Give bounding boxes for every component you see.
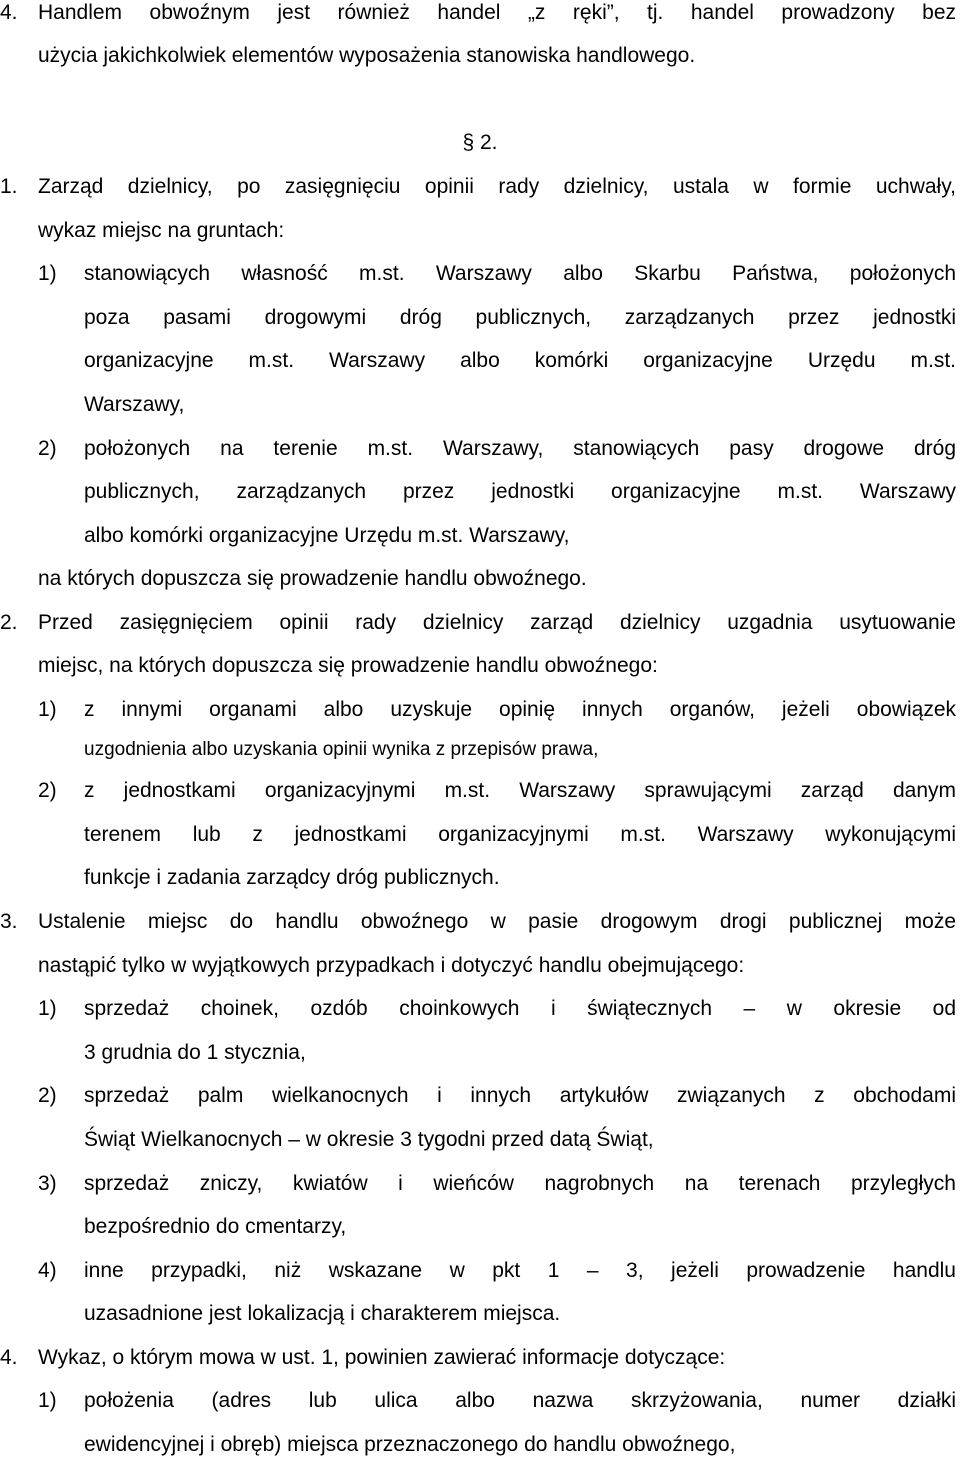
paragraph-text-line: Ustalenie miejsc do handlu obwoźnego w pasie drogowym drogi publicznej może xyxy=(38,910,956,933)
paragraph-text-line: Wykaz, o którym mowa w ust. 1, powinien zawierać informacje dotyczące: xyxy=(38,1346,726,1369)
list-item-number: 2) xyxy=(38,1084,57,1107)
list-item-text-line: stanowiących własność m.st. Warszawy albo Skarbu Państwa, położonych xyxy=(84,262,956,285)
list-item-text-line: Świąt Wielkanocnych – w okresie 3 tygodni przed datą Świąt, xyxy=(84,1128,654,1151)
list-item-text-line: ewidencyjnej i obręb) miejsca przeznaczonego do handlu obwoźnego, xyxy=(84,1433,736,1456)
list-item-text-line: położonych na terenie m.st. Warszawy, stanowiących pasy drogowe dróg xyxy=(84,437,956,460)
list-item-text-line: inne przypadki, niż wskazane w pkt 1 – 3, jeżeli prowadzenie handlu xyxy=(84,1259,956,1282)
list-item-number: 1) xyxy=(38,997,57,1020)
list-item-text-line: publicznych, zarządzanych przez jednostki organizacyjne m.st. Warszawy xyxy=(84,480,956,503)
list-item-text-line: 3 grudnia do 1 stycznia, xyxy=(84,1041,306,1064)
list-item-text-line: Warszawy, xyxy=(84,393,185,416)
list-item-text-line: z jednostkami organizacyjnymi m.st. Warszawy sprawującymi zarząd danym xyxy=(84,779,956,802)
list-item-text-line: sprzedaż zniczy, kwiatów i wieńców nagrobnych na terenach przyległych xyxy=(84,1172,956,1195)
paragraph-number: 3. xyxy=(0,910,18,933)
list-item-text-line: poza pasami drogowymi dróg publicznych, zarządzanych przez jednostki xyxy=(84,306,956,329)
list-item-number: 2) xyxy=(38,437,57,460)
list-item-text-line: terenem lub z jednostkami organizacyjnymi m.st. Warszawy wykonującymi xyxy=(84,823,956,846)
list-item-text-line: bezpośrednio do cmentarzy, xyxy=(84,1215,347,1238)
paragraph-text-line: nastąpić tylko w wyjątkowych przypadkach i dotyczyć handlu obejmującego: xyxy=(38,954,745,977)
list-item-number: 1) xyxy=(38,1389,57,1412)
list-item-number: 3) xyxy=(38,1172,57,1195)
list-item-text-line: organizacyjne m.st. Warszawy albo komórki organizacyjne Urzędu m.st. xyxy=(84,349,956,372)
list-item-text-line: sprzedaż choinek, ozdób choinkowych i świątecznych – w okresie od xyxy=(84,997,956,1020)
list-item-text-line: albo komórki organizacyjne Urzędu m.st. Warszawy, xyxy=(84,524,570,547)
paragraph-text-line: Handlem obwoźnym jest również handel „z ręki”, tj. handel prowadzony bez xyxy=(38,1,956,24)
paragraph-text-line: Przed zasięgnięciem opinii rady dzielnicy zarząd dzielnicy uzgadnia usytuowanie xyxy=(38,611,956,634)
paragraph-number: 2. xyxy=(0,611,18,634)
list-item-number: 1) xyxy=(38,262,57,285)
section-marker: § 2. xyxy=(462,131,498,154)
list-item-number: 1) xyxy=(38,698,57,721)
paragraph-text-line: miejsc, na których dopuszcza się prowadzenie handlu obwoźnego: xyxy=(38,654,658,677)
list-item-number: 4) xyxy=(38,1259,57,1282)
paragraph-text-line: użycia jakichkolwiek elementów wyposażenia stanowiska handlowego. xyxy=(38,44,696,67)
list-item-number: 2) xyxy=(38,779,57,802)
paragraph-number: 4. xyxy=(0,1346,18,1369)
list-item-text-line: uzasadnione jest lokalizacją i charakterem miejsca. xyxy=(84,1302,561,1325)
paragraph-text-line: Zarząd dzielnicy, po zasięgnięciu opinii rady dzielnicy, ustala w formie uchwały, xyxy=(38,175,956,198)
list-item-text-line: sprzedaż palm wielkanocnych i innych artykułów związanych z obchodami xyxy=(84,1084,956,1107)
list-item-text-line: z innymi organami albo uzyskuje opinię innych organów, jeżeli obowiązek xyxy=(84,698,956,721)
list-item-text-line: uzgodnienia albo uzyskania opinii wynika z przepisów prawa, xyxy=(84,739,599,760)
list-item-text-line: funkcje i zadania zarządcy dróg publicznych. xyxy=(84,866,500,889)
list-item-text-line: położenia (adres lub ulica albo nazwa skrzyżowania, numer działki xyxy=(84,1389,956,1412)
paragraph-closing-line: na których dopuszcza się prowadzenie handlu obwoźnego. xyxy=(38,567,587,590)
paragraph-number: 1. xyxy=(0,175,18,198)
paragraph-number: 4. xyxy=(0,1,18,24)
paragraph-text-line: wykaz miejsc na gruntach: xyxy=(38,219,285,242)
